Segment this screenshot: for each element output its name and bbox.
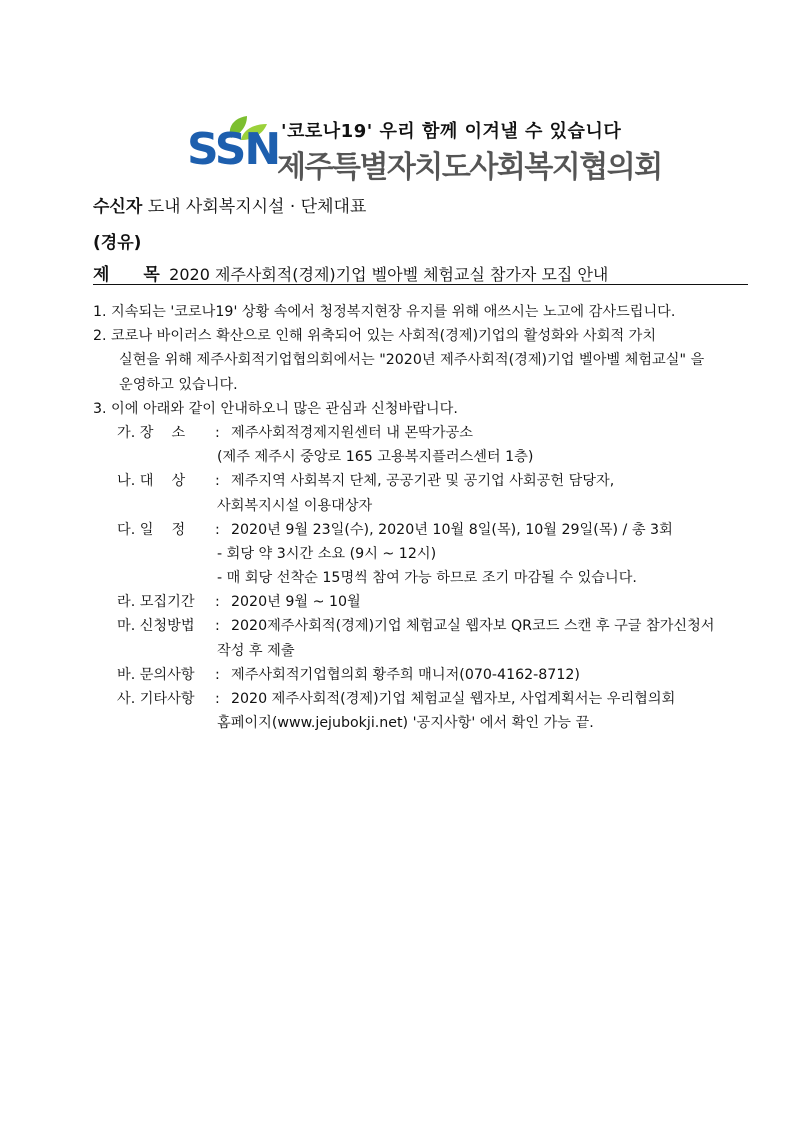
- detail-schedule-cont-1: - 회당 약 3시간 소요 (9시 ~ 12시): [217, 545, 437, 562]
- detail-key: 라. 모집기간: [117, 594, 195, 611]
- detail-colon: :: [215, 521, 220, 538]
- detail-key: 가. 장 소: [117, 424, 186, 441]
- paragraph-3: 3. 이에 아래와 같이 안내하오니 많은 관심과 신청바랍니다.: [93, 400, 458, 417]
- detail-colon: :: [215, 594, 220, 611]
- detail-apply-method-cont: 작성 후 제출: [217, 642, 295, 659]
- paragraph-2-line-1: 2. 코로나 바이러스 확산으로 인해 위축되어 있는 사회적(경제)기업의 활성화와 사회적 가치: [93, 328, 657, 345]
- subject-line: [93, 260, 608, 285]
- detail-target: [93, 469, 753, 493]
- recipient-label: 수신자: [93, 197, 143, 217]
- detail-inquiry: [93, 663, 753, 687]
- detail-value: 2020제주사회적(경제)기업 체험교실 웹자보 QR코드 스캔 후 구글 참가신청서: [231, 618, 715, 635]
- detail-colon: :: [215, 666, 220, 683]
- detail-apply-method: [93, 614, 753, 638]
- detail-value: 2020 제주사회적(경제)기업 체험교실 웹자보, 사업계획서는 우리협의회: [231, 691, 676, 707]
- detail-location: [93, 421, 753, 445]
- detail-schedule: [93, 518, 753, 542]
- detail-value: 제주사회적경제지원센터 내 몬딱가공소: [231, 424, 474, 441]
- slogan-text: '코로나19' 우리 함께 이겨낼 수 있습니다: [281, 121, 622, 142]
- detail-location-cont: (제주 제주시 중앙로 165 고용복지플러스센터 1층): [217, 449, 534, 466]
- detail-key: 마. 신청방법: [117, 618, 195, 635]
- subject-label: 제 목: [93, 265, 174, 285]
- subject-value: 2020 제주사회적(경제)기업 벨아벨 체험교실 참가자 모집 안내: [169, 265, 609, 284]
- detail-value: 제주지역 사회복지 단체, 공공기관 및 공기업 사회공헌 담당자,: [231, 473, 615, 490]
- recipient-value: 도내 사회복지시설 · 단체대표: [147, 197, 367, 217]
- recipient-line: [93, 192, 366, 217]
- document-body: [93, 300, 753, 735]
- detail-colon: :: [215, 618, 220, 635]
- detail-schedule-cont-2: - 매 회당 선착순 15명씩 참여 가능 하므로 조기 마감될 수 있습니다.: [217, 570, 637, 587]
- paragraph-2-line-2: 실현을 위해 제주사회적기업협의회에서는 "2020년 제주사회적(경제)기업 벨아벨 체험교실" 을: [119, 352, 705, 369]
- detail-value: 2020년 9월 ~ 10월: [231, 594, 361, 611]
- paragraph-2-line-3: 운영하고 있습니다.: [119, 376, 238, 393]
- detail-value: 제주사회적기업협의회 황주희 매니저(070-4162-8712): [231, 666, 580, 683]
- detail-colon: :: [215, 691, 220, 707]
- detail-colon: :: [215, 473, 220, 490]
- detail-key: 바. 문의사항: [117, 666, 195, 683]
- detail-value: 2020년 9월 23일(수), 2020년 10월 8일(목), 10월 29일(목) / 총 3회: [231, 521, 673, 538]
- detail-key: 나. 대 상: [117, 473, 186, 490]
- detail-other: [93, 687, 753, 711]
- detail-other-cont: 홈페이지(www.jejubokji.net) '공지사항' 에서 확인 가능 끝.: [217, 715, 594, 732]
- organization-name: 제주특별자치도사회복지협의회: [277, 150, 662, 185]
- detail-key: 다. 일 정: [117, 521, 186, 538]
- header-divider: [93, 284, 748, 285]
- via-line: (경유): [93, 233, 142, 253]
- detail-colon: :: [215, 424, 220, 441]
- paragraph-1: 1. 지속되는 '코로나19' 상황 속에서 청정복지현장 유지를 위해 애쓰시는 노고에 감사드립니다.: [93, 304, 676, 320]
- detail-target-cont: 사회복지시설 이용대상자: [217, 497, 373, 514]
- logo-ssn-text: SSN: [187, 124, 280, 175]
- organization-logo: [187, 112, 662, 185]
- detail-recruit-period: [93, 590, 753, 614]
- detail-key: 사. 기타사항: [117, 691, 195, 707]
